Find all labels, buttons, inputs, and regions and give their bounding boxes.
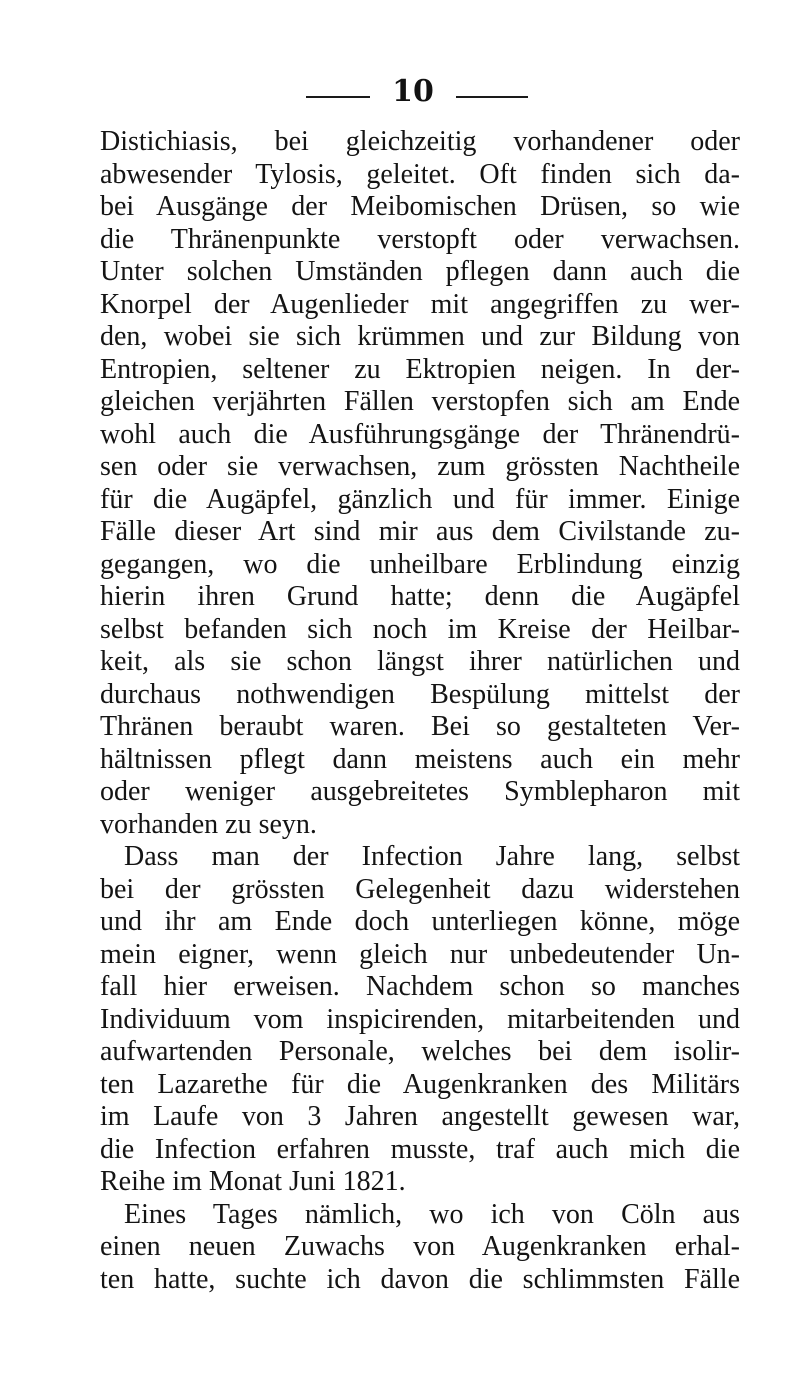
text-line: Knorpel der Augenlieder mit angegriffen zu wer- <box>100 288 740 320</box>
text-line: Entropien, seltener zu Ektropien neigen. In der- <box>100 353 740 385</box>
text-line: Unter solchen Umständen pflegen dann auch die <box>100 256 740 287</box>
text-line: Individuum vom inspicirenden, mitarbeitenden und <box>100 1003 740 1035</box>
page-header <box>0 74 800 110</box>
text-line: die Thränenpunkte verstopft oder verwachsen. <box>100 223 740 255</box>
text-line: und ihr am Ende doch unterliegen könne, möge <box>100 906 740 937</box>
page-number: 10 <box>392 74 434 109</box>
text-line: Distichiasis, bei gleichzeitig vorhandener oder <box>100 126 740 157</box>
header-rule-left <box>306 96 370 98</box>
paragraph-end-line: vorhanden zu seyn. <box>100 808 317 840</box>
text-line: Thränen beraubt waren. Bei so gestalteten Ver- <box>100 711 740 742</box>
text-line: keit, als sie schon längst ihrer natürlichen und <box>100 646 740 677</box>
body-text <box>100 126 740 1296</box>
text-line: mein eigner, wenn gleich nur unbedeutender Un- <box>100 938 740 970</box>
text-line: bei Ausgänge der Meibomischen Drüsen, so wie <box>100 191 740 222</box>
text-line: oder weniger ausgebreitetes Symblepharon mit <box>100 776 740 807</box>
text-line: gleichen verjährten Fällen verstopfen sich am Ende <box>100 386 740 417</box>
text-line: ten Lazarethe für die Augenkranken des Militärs <box>100 1068 740 1100</box>
text-line: hältnissen pflegt dann meistens auch ein mehr <box>100 743 740 775</box>
paragraph-start-line: Eines Tages nämlich, wo ich von Cöln aus <box>124 1198 740 1230</box>
text-line: wohl auch die Ausführungsgänge der Thränendrü- <box>100 418 740 450</box>
paragraph-start-line: Dass man der Infection Jahre lang, selbst <box>124 841 740 872</box>
text-line: gegangen, wo die unheilbare Erblindung einzig <box>100 548 740 580</box>
text-line: fall hier erweisen. Nachdem schon so manches <box>100 971 740 1002</box>
text-line: selbst befanden sich noch im Kreise der Heilbar- <box>100 613 740 645</box>
text-line: den, wobei sie sich krümmen und zur Bildung von <box>100 321 740 352</box>
text-line: ten hatte, suchte ich davon die schlimmsten Fälle <box>100 1263 740 1295</box>
text-line: abwesender Tylosis, geleitet. Oft finden sich da- <box>100 158 740 190</box>
text-line: einen neuen Zuwachs von Augenkranken erhal- <box>100 1231 740 1262</box>
text-line: hierin ihren Grund hatte; denn die Augäpfel <box>100 581 740 612</box>
text-line: bei der grössten Gelegenheit dazu widerstehen <box>100 873 740 905</box>
text-line: sen oder sie verwachsen, zum grössten Nachtheile <box>100 451 740 482</box>
text-line: für die Augäpfel, gänzlich und für immer. Einige <box>100 483 740 515</box>
header-rule-right <box>456 96 528 98</box>
text-line: Fälle dieser Art sind mir aus dem Civilstande zu- <box>100 516 740 547</box>
text-line: aufwartenden Personale, welches bei dem isolir- <box>100 1036 740 1067</box>
text-line: die Infection erfahren musste, traf auch mich die <box>100 1133 740 1165</box>
text-line: durchaus nothwendigen Bespülung mittelst der <box>100 678 740 710</box>
text-line: im Laufe von 3 Jahren angestellt gewesen war, <box>100 1101 740 1132</box>
paragraph-end-line: Reihe im Monat Juni 1821. <box>100 1166 406 1197</box>
